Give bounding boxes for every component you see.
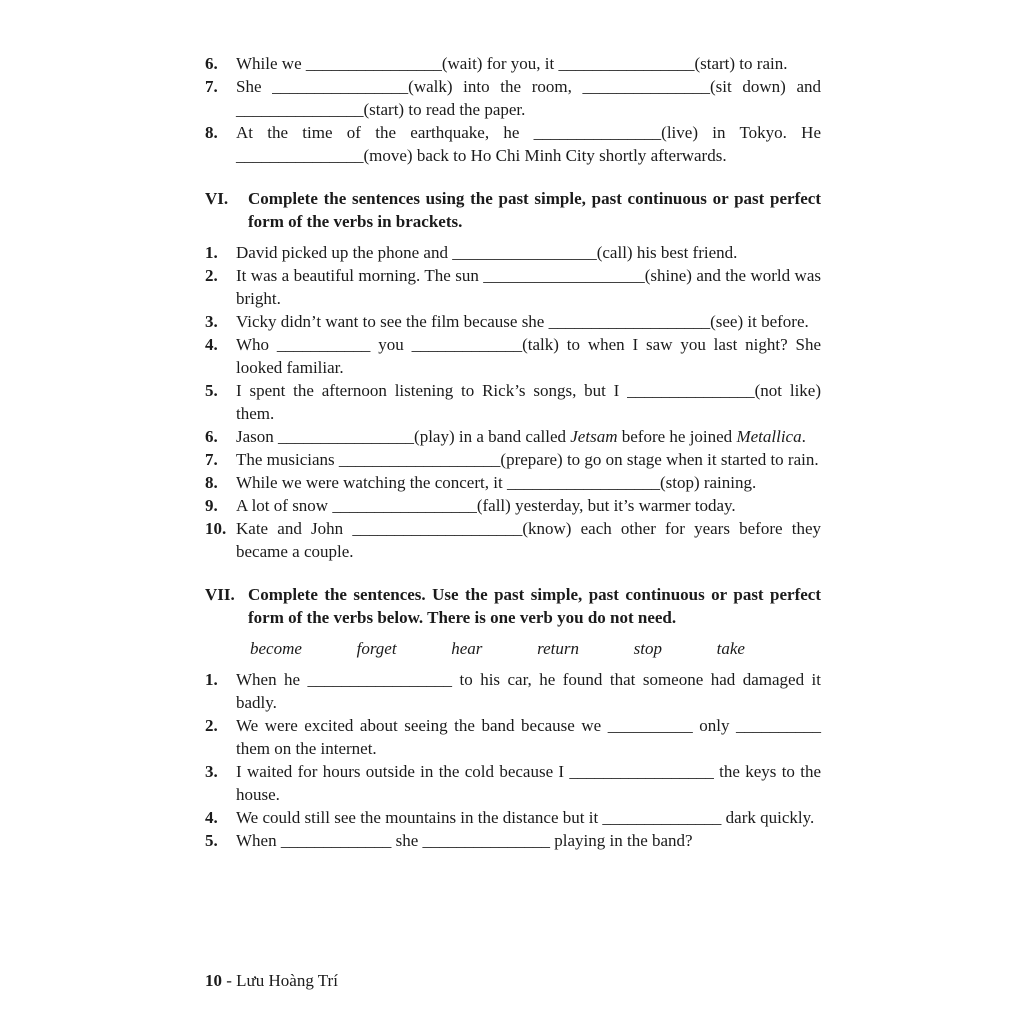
list-item xyxy=(205,264,821,310)
list-item xyxy=(205,241,821,264)
item-number: 6. xyxy=(205,427,218,446)
list-item xyxy=(205,425,821,448)
list-item xyxy=(205,668,821,714)
word-bank-word: return xyxy=(537,639,579,658)
list-item xyxy=(205,379,821,425)
item-text: We were excited about seeing the band because we __________ only __________ them on the internet. xyxy=(236,716,821,758)
exercise-vii-heading xyxy=(205,583,821,629)
item-text: The musicians ___________________(prepare) to go on stage when it started to rain. xyxy=(236,450,819,469)
item-number: 4. xyxy=(205,335,218,354)
item-number: 4. xyxy=(205,808,218,827)
item-text: David picked up the phone and _________________(call) his best friend. xyxy=(236,243,738,262)
section-title: Complete the sentences using the past simple, past continuous or past perfect form of the verbs in brackets. xyxy=(248,189,821,231)
item-text: Kate and John ____________________(know) each other for years before they became a couple. xyxy=(236,519,821,561)
list-item xyxy=(205,75,821,121)
list-item xyxy=(205,760,821,806)
list-item xyxy=(205,121,821,167)
item-number: 10. xyxy=(205,519,227,538)
list-item xyxy=(205,714,821,760)
item-text: She ________________(walk) into the room, _______________(sit down) and _______________(start) to read the paper. xyxy=(236,77,821,119)
item-number: 6. xyxy=(205,54,218,73)
list-item xyxy=(205,471,821,494)
item-number: 2. xyxy=(205,266,218,285)
item-text: While we were watching the concert, it __________________(stop) raining. xyxy=(236,473,757,492)
item-text: I spent the afternoon listening to Rick’s songs, but I _______________(not like) them. xyxy=(236,381,821,423)
item-text: We could still see the mountains in the distance but it ______________ dark quickly. xyxy=(236,808,815,827)
word-bank xyxy=(250,637,745,660)
item-number: 5. xyxy=(205,381,218,400)
section-number: VII. xyxy=(205,585,235,604)
section-title: Complete the sentences. Use the past simple, past continuous or past perfect form of the verbs below. There is one verb you do not need. xyxy=(248,585,821,627)
section-number: VI. xyxy=(205,189,229,208)
list-item xyxy=(205,448,821,471)
item-number: 2. xyxy=(205,716,218,735)
exercise-vi xyxy=(205,187,821,563)
word-bank-word: forget xyxy=(356,639,397,658)
item-number: 8. xyxy=(205,123,218,142)
page-footer xyxy=(205,969,338,992)
item-text: When _____________ she _______________ playing in the band? xyxy=(236,831,693,850)
item-text: It was a beautiful morning. The sun ___________________(shine) and the world was bright. xyxy=(236,266,821,308)
item-text: Jason ________________(play) in a band called Jetsam before he joined Metallica. xyxy=(236,427,806,446)
exercise-vi-heading xyxy=(205,187,821,233)
list-item xyxy=(205,517,821,563)
word-bank-word: stop xyxy=(633,639,662,658)
list-item xyxy=(205,494,821,517)
item-text: I waited for hours outside in the cold because I _________________ the keys to the house. xyxy=(236,762,821,804)
word-bank-word: hear xyxy=(451,639,483,658)
item-number: 3. xyxy=(205,762,218,781)
item-number: 9. xyxy=(205,496,218,515)
item-number: 8. xyxy=(205,473,218,492)
item-text: While we ________________(wait) for you, it ________________(start) to rain. xyxy=(236,54,788,73)
page-number: 10 xyxy=(205,971,222,990)
item-number: 1. xyxy=(205,670,218,689)
item-text: At the time of the earthquake, he _______________(live) in Tokyo. He _______________(move) back to Ho Chi Minh City shortly afterwards. xyxy=(236,123,821,165)
item-number: 7. xyxy=(205,450,218,469)
item-text: Vicky didn’t want to see the film because she ___________________(see) it before. xyxy=(236,312,809,331)
item-number: 3. xyxy=(205,312,218,331)
exercise-vii xyxy=(205,583,821,852)
list-item xyxy=(205,806,821,829)
page-content xyxy=(205,52,821,852)
item-number: 5. xyxy=(205,831,218,850)
author-credit: - Lưu Hoàng Trí xyxy=(226,971,338,990)
item-text: Who ___________ you _____________(talk) to when I saw you last night? She looked familiar. xyxy=(236,335,821,377)
item-text: A lot of snow _________________(fall) yesterday, but it’s warmer today. xyxy=(236,496,736,515)
exercise-v-continued xyxy=(205,52,821,167)
word-bank-word: take xyxy=(716,639,745,658)
item-number: 1. xyxy=(205,243,218,262)
item-text: When he _________________ to his car, he found that someone had damaged it badly. xyxy=(236,670,821,712)
item-number: 7. xyxy=(205,77,218,96)
list-item xyxy=(205,829,821,852)
word-bank-word: become xyxy=(250,639,302,658)
list-item xyxy=(205,333,821,379)
list-item xyxy=(205,52,821,75)
list-item xyxy=(205,310,821,333)
